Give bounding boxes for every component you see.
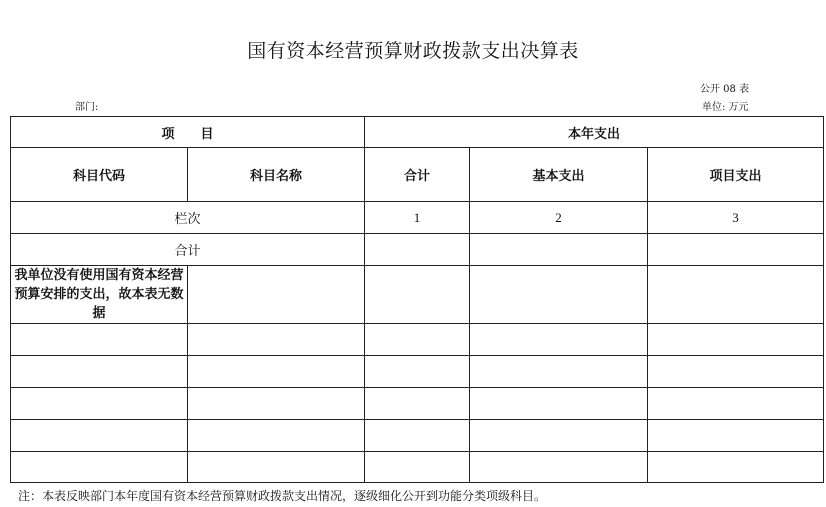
table-cell bbox=[365, 388, 470, 420]
table-cell bbox=[11, 356, 188, 388]
document-title: 国有资本经营预算财政拨款支出决算表 bbox=[247, 40, 579, 62]
table-cell bbox=[365, 266, 470, 324]
table-cell bbox=[365, 452, 470, 483]
column-index-row bbox=[11, 202, 824, 234]
table-cell bbox=[648, 356, 824, 388]
table-cell bbox=[188, 324, 365, 356]
subject-code-header: 科目代码 bbox=[11, 148, 188, 202]
total-row-cell bbox=[365, 234, 470, 266]
table-cell bbox=[470, 420, 648, 452]
table-cell bbox=[470, 388, 648, 420]
table-cell bbox=[470, 266, 648, 324]
table-cell bbox=[470, 452, 648, 483]
basic-expenditure-header: 基本支出 bbox=[470, 148, 648, 202]
table-cell bbox=[11, 420, 188, 452]
note-row bbox=[11, 266, 824, 324]
unit-label: 单位: 万元 bbox=[702, 102, 749, 113]
table-cell bbox=[648, 388, 824, 420]
column-index-label: 栏次 bbox=[11, 202, 365, 234]
total-header: 合计 bbox=[365, 148, 470, 202]
total-row-cell bbox=[470, 234, 648, 266]
table-cell bbox=[648, 324, 824, 356]
table-cell bbox=[11, 452, 188, 483]
table-row bbox=[11, 388, 824, 420]
table-cell bbox=[470, 324, 648, 356]
table-row bbox=[11, 420, 824, 452]
table-cell bbox=[648, 266, 824, 324]
table-row bbox=[11, 452, 824, 483]
table-cell bbox=[365, 356, 470, 388]
table-cell bbox=[470, 356, 648, 388]
table-cell bbox=[188, 266, 365, 324]
column-index-2: 2 bbox=[470, 202, 648, 234]
table-cell bbox=[365, 420, 470, 452]
column-header-row bbox=[11, 148, 824, 202]
table-row bbox=[11, 324, 824, 356]
project-expenditure-header: 项目支出 bbox=[648, 148, 824, 202]
total-row-label: 合计 bbox=[11, 234, 365, 266]
table-cell bbox=[11, 388, 188, 420]
group-header-row bbox=[11, 117, 824, 148]
form-number: 公开 08 表 bbox=[700, 84, 750, 95]
table-row bbox=[11, 356, 824, 388]
department-label: 部门: bbox=[75, 102, 99, 113]
total-row-cell bbox=[648, 234, 824, 266]
footnote: 注：本表反映部门本年度国有资本经营预算财政拨款支出情况，逐级细化公开到功能分类项级科目。 bbox=[18, 489, 547, 503]
subject-name-header: 科目名称 bbox=[188, 148, 365, 202]
table-cell bbox=[188, 388, 365, 420]
table-cell bbox=[188, 452, 365, 483]
table-cell bbox=[648, 420, 824, 452]
table-cell bbox=[648, 452, 824, 483]
table-cell bbox=[11, 324, 188, 356]
current-year-expenditure-header: 本年支出 bbox=[365, 117, 824, 148]
item-group-header: 项 目 bbox=[11, 117, 365, 148]
table-cell bbox=[188, 420, 365, 452]
total-row bbox=[11, 234, 824, 266]
table-cell bbox=[188, 356, 365, 388]
no-data-note: 我单位没有使用国有资本经营预算安排的支出，故本表无数据 bbox=[11, 266, 188, 324]
expenditure-table bbox=[10, 116, 824, 483]
column-index-1: 1 bbox=[365, 202, 470, 234]
table-cell bbox=[365, 324, 470, 356]
column-index-3: 3 bbox=[648, 202, 824, 234]
